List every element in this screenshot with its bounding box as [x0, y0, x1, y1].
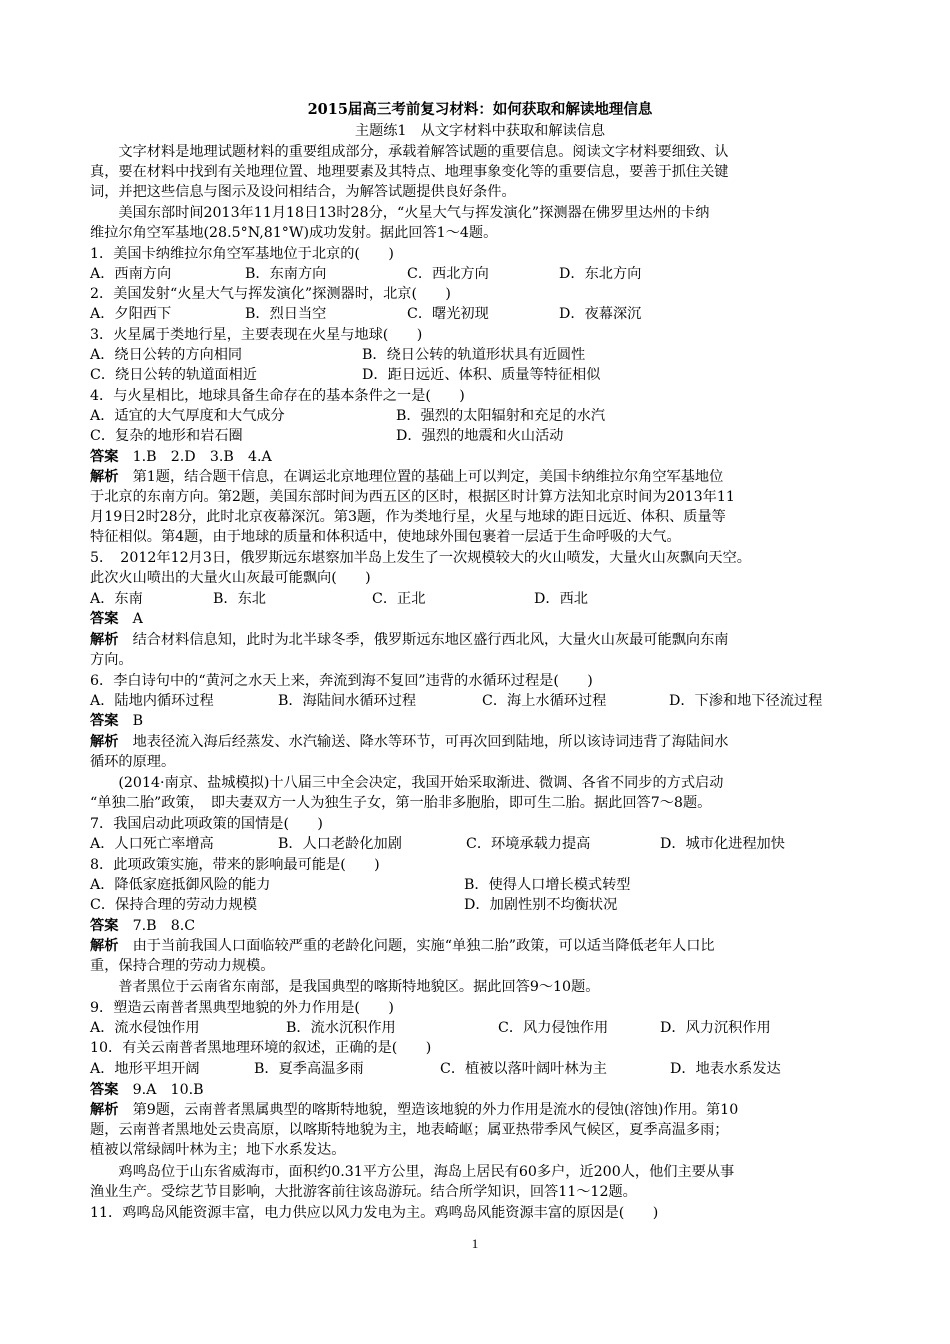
question-3: 3．火星属于类地行星，主要表现在火星与地球( )	[90, 327, 423, 343]
explanation-line: 特征相似。第4题，由于地球的质量和体积适中，使地球外围包裹着一层适于生命呼吸的大气。	[90, 529, 681, 545]
explanation-line: 方向。	[90, 652, 133, 668]
document-title: 2015届高三考前复习材料：如何获取和解读地理信息	[307, 101, 653, 118]
explanation-line: 题，云南普者黑地处云贵高原，以喀斯特地貌为主，地表崎岖；属亚热带季风气候区，夏季高温多雨；	[90, 1122, 729, 1138]
answer-6	[90, 711, 143, 731]
answer-label: 答案	[90, 1082, 119, 1098]
option-c: C．植被以落叶阔叶林为主	[440, 1061, 607, 1077]
answer-9-10	[90, 1080, 204, 1100]
option-a: A．地形平坦开阔	[90, 1061, 200, 1077]
explanation-1-4	[90, 467, 723, 487]
intro-line: 真，要在材料中找到有关地理位置、地理要素及其特点、地理事象变化等的重要信息，要善于抓住关键	[90, 164, 729, 180]
answer-text: 1.B 2.D 3.B 4.A	[118, 449, 272, 465]
option-b: B．强烈的太阳辐射和充足的水汽	[396, 408, 606, 424]
question-10: 10．有关云南普者黑地理环境的叙述，正确的是( )	[90, 1040, 432, 1056]
question-5: 5． 2012年12月3日，俄罗斯远东堪察加半岛上发生了一次规模较大的火山喷发，大量火山灰飘向天空。	[90, 550, 751, 566]
answer-7-8	[90, 916, 195, 936]
explanation-text: 由于当前我国人口面临较严重的老龄化问题，实施“单独二胎”政策，可以适当降低老年人口比	[118, 938, 715, 954]
explanation-label: 解析	[90, 469, 119, 485]
option-d: D．风力沉积作用	[660, 1020, 771, 1036]
answer-1-4	[90, 447, 272, 467]
intro-line: 词，并把这些信息与图示及设问相结合，为解答试题提供良好条件。	[90, 184, 516, 200]
answer-label: 答案	[90, 611, 119, 627]
material-line: 美国东部时间2013年11月18日13时28分，“火星大气与挥发演化”探测器在佛罗里达州的卡纳	[90, 205, 710, 221]
question-7: 7．我国启动此项政策的国情是( )	[90, 816, 323, 832]
option-d: D．夜幕深沉	[559, 306, 642, 322]
explanation-label: 解析	[90, 734, 119, 750]
explanation-line: 月19日2时28分，此时北京夜幕深沉。第3题，作为类地行星，火星与地球的距日远近、体积、质量等	[90, 509, 726, 525]
explanation-label: 解析	[90, 938, 119, 954]
option-d: D．西北	[534, 591, 588, 607]
intro-line: 文字材料是地理试题材料的重要组成部分，承载着解答试题的重要信息。阅读文字材料要细致、认	[90, 144, 729, 160]
explanation-line: 循环的原理。	[90, 754, 176, 770]
option-d: D．强烈的地震和火山活动	[396, 428, 564, 444]
question-11: 11．鸡鸣岛风能资源丰富，电力供应以风力发电为主。鸡鸣岛风能资源丰富的原因是( )	[90, 1205, 659, 1221]
option-c: C．西北方向	[407, 266, 489, 282]
option-b: B．夏季高温多雨	[254, 1061, 364, 1077]
answer-label: 答案	[90, 713, 119, 729]
option-b: B．烈日当空	[245, 306, 327, 322]
material-line: “单独二胎”政策， 即夫妻双方一人为独生子女，第一胎非多胞胎，即可生二胎。据此回答7～8题。	[90, 795, 712, 811]
answer-label: 答案	[90, 449, 119, 465]
page-number: 1	[471, 1236, 479, 1251]
explanation-text: 第9题，云南普者黑属典型的喀斯特地貌，塑造该地貌的外力作用是流水的侵蚀(溶蚀)作用。第10	[118, 1102, 739, 1118]
answer-text: A	[118, 611, 143, 627]
explanation-text: 第1题，结合题干信息，在调运北京地理位置的基础上可以判定，美国卡纳维拉尔角空军基地位	[118, 469, 724, 485]
material-line: 普者黑位于云南省东南部，是我国典型的喀斯特地貌区。据此回答9～10题。	[90, 979, 600, 995]
section-subtitle: 主题练1 从文字材料中获取和解读信息	[354, 123, 606, 139]
option-c: C．曙光初现	[407, 306, 489, 322]
material-line: 鸡鸣岛位于山东省威海市，面积约0.31平方公里，海岛上居民有60多户，近200人，他们主要从事	[90, 1164, 735, 1180]
explanation-6	[90, 732, 728, 752]
answer-5	[90, 609, 143, 629]
option-d: D．距日远近、体积、质量等特征相似	[362, 367, 601, 383]
option-d: D．加剧性别不均衡状况	[464, 897, 618, 913]
answer-label: 答案	[90, 918, 119, 934]
option-d: D．城市化进程加快	[660, 836, 785, 852]
option-a: A．陆地内循环过程	[90, 693, 214, 709]
option-b: B．流水沉积作用	[286, 1020, 396, 1036]
option-c: C．绕日公转的轨道面相近	[90, 367, 257, 383]
answer-text: B	[118, 713, 144, 729]
option-a: A．降低家庭抵御风险的能力	[90, 877, 271, 893]
option-a: A．绕日公转的方向相同	[90, 347, 243, 363]
question-4: 4．与火星相比，地球具备生命存在的基本条件之一是( )	[90, 388, 465, 404]
answer-text: 7.B 8.C	[118, 918, 196, 934]
question-8: 8．此项政策实施，带来的影响最可能是( )	[90, 857, 380, 873]
explanation-label: 解析	[90, 632, 119, 648]
explanation-9-10	[90, 1100, 738, 1120]
question-1: 1．美国卡纳维拉尔角空军基地位于北京的( )	[90, 246, 394, 262]
explanation-line: 于北京的东南方向。第2题，美国东部时间为西五区的区时，根据区时计算方法知北京时间为2013年11	[90, 489, 735, 505]
explanation-text: 地表径流入海后经蒸发、水汽输送、降水等环节，可再次回到陆地，所以该诗词违背了海陆间水	[118, 734, 729, 750]
question-6: 6．李白诗句中的“黄河之水天上来，奔流到海不复回”违背的水循环过程是( )	[90, 673, 593, 689]
option-c: C．风力侵蚀作用	[498, 1020, 609, 1036]
explanation-7-8	[90, 936, 715, 956]
option-b: B．海陆间水循环过程	[278, 693, 417, 709]
option-c: C．环境承载力提高	[466, 836, 591, 852]
material-line: (2014·南京、盐城模拟)十八届三中全会决定，我国开始采取渐进、微调、各省不同步的方式启动	[90, 775, 724, 791]
option-b: B．使得人口增长模式转型	[464, 877, 631, 893]
option-d: D．东北方向	[559, 266, 642, 282]
option-b: B．人口老龄化加剧	[278, 836, 402, 852]
option-d: D．地表水系发达	[670, 1061, 781, 1077]
option-c: C．海上水循环过程	[482, 693, 607, 709]
explanation-line: 植被以常绿阔叶林为主；地下水系发达。	[90, 1142, 346, 1158]
explanation-line: 重，保持合理的劳动力规模。	[90, 958, 275, 974]
option-a: A．西南方向	[90, 266, 172, 282]
option-a: A．流水侵蚀作用	[90, 1020, 200, 1036]
option-a: A．人口死亡率增高	[90, 836, 214, 852]
explanation-label: 解析	[90, 1102, 119, 1118]
option-a: A．夕阳西下	[90, 306, 172, 322]
option-b: B．东南方向	[245, 266, 327, 282]
option-c: C．保持合理的劳动力规模	[90, 897, 257, 913]
option-c: C．复杂的地形和岩石圈	[90, 428, 243, 444]
answer-text: 9.A 10.B	[118, 1082, 204, 1098]
question-2: 2．美国发射“火星大气与挥发演化”探测器时，北京( )	[90, 286, 451, 302]
material-line: 维拉尔角空军基地(28.5°N,81°W)成功发射。据此回答1～4题。	[90, 225, 498, 241]
question-5-line: 此次火山喷出的大量火山灰最可能飘向( )	[90, 570, 371, 586]
option-a: A．东南	[90, 591, 143, 607]
option-a: A．适宜的大气厚度和大气成分	[90, 408, 285, 424]
option-b: B．绕日公转的轨道形状具有近圆性	[362, 347, 586, 363]
option-d: D．下渗和地下径流过程	[669, 693, 823, 709]
material-line: 渔业生产。受综艺节目影响，大批游客前往该岛游玩。结合所学知识，回答11～12题。	[90, 1184, 637, 1200]
explanation-text: 结合材料信息知，此时为北半球冬季，俄罗斯远东地区盛行西北风，大量火山灰最可能飘向东南	[118, 632, 729, 648]
explanation-5	[90, 630, 728, 650]
option-c: C．正北	[372, 591, 426, 607]
option-b: B．东北	[213, 591, 266, 607]
question-9: 9．塑造云南普者黑典型地貌的外力作用是( )	[90, 1000, 394, 1016]
